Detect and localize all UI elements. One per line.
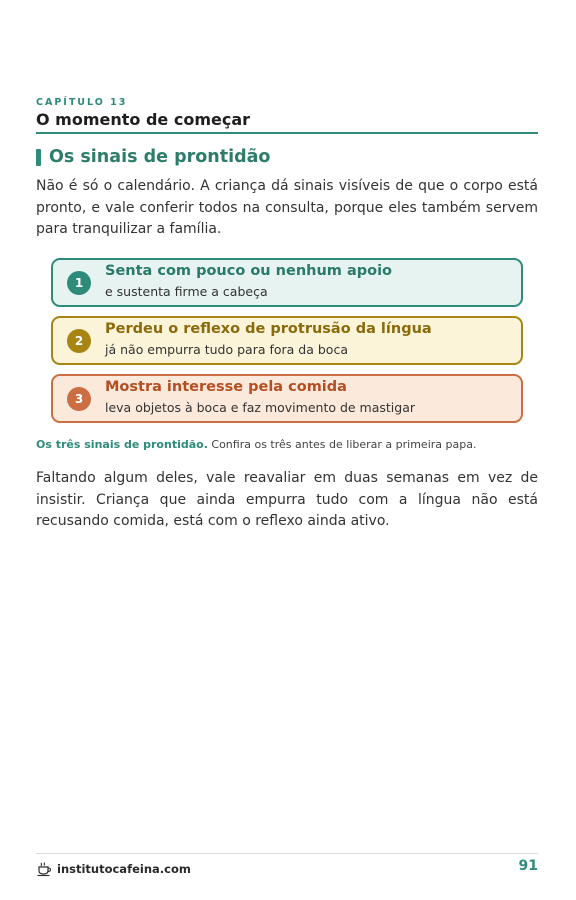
sign-number-badge: 2 <box>67 329 91 353</box>
sign-card-3 <box>51 374 523 423</box>
body-paragraph: Faltando algum deles, vale reavaliar em duas semanas em vez de insistir. Criança que ainda empurra tudo com a língua não está recusando comida, está com o reflexo ainda ativo. <box>36 470 538 529</box>
chapter-label: CAPÍTULO 13 <box>36 97 128 108</box>
sign-subtitle: leva objetos à boca e faz movimento de mastigar <box>105 400 416 415</box>
section-title: Os sinais de prontidão <box>49 147 271 167</box>
sign-subtitle: e sustenta firme a cabeça <box>105 284 268 299</box>
sign-title: Perdeu o reflexo de protrusão da língua <box>105 321 432 337</box>
readiness-signs-list <box>51 258 523 432</box>
section-heading <box>36 147 270 167</box>
sign-title: Senta com pouco ou nenhum apoio <box>105 263 393 279</box>
intro-paragraph: Não é só o calendário. A criança dá sinais visíveis de que o corpo está pronto, e vale conferir todos na consulta, porque eles também servem para tranquilizar a família. <box>36 178 538 237</box>
figure-caption <box>36 438 476 451</box>
chapter-title: O momento de começar <box>36 110 251 129</box>
sign-card-2 <box>51 316 523 365</box>
section-accent-bar <box>36 149 41 166</box>
sign-subtitle: já não empurra tudo para fora da boca <box>105 342 348 357</box>
footer-website: institutocafeina.com <box>57 862 191 876</box>
sign-card-1 <box>51 258 523 307</box>
page-number: 91 <box>518 858 538 874</box>
coffee-cup-icon <box>36 861 52 877</box>
sign-number-badge: 1 <box>67 271 91 295</box>
caption-title: Os três sinais de prontidão. <box>36 438 208 451</box>
caption-text: Confira os três antes de liberar a primeira papa. <box>207 438 477 451</box>
footer-brand <box>36 861 191 877</box>
sign-title: Mostra interesse pela comida <box>105 379 347 395</box>
footer-divider <box>36 853 538 854</box>
sign-number-badge: 3 <box>67 387 91 411</box>
chapter-divider <box>36 132 538 134</box>
book-page <box>36 0 538 900</box>
